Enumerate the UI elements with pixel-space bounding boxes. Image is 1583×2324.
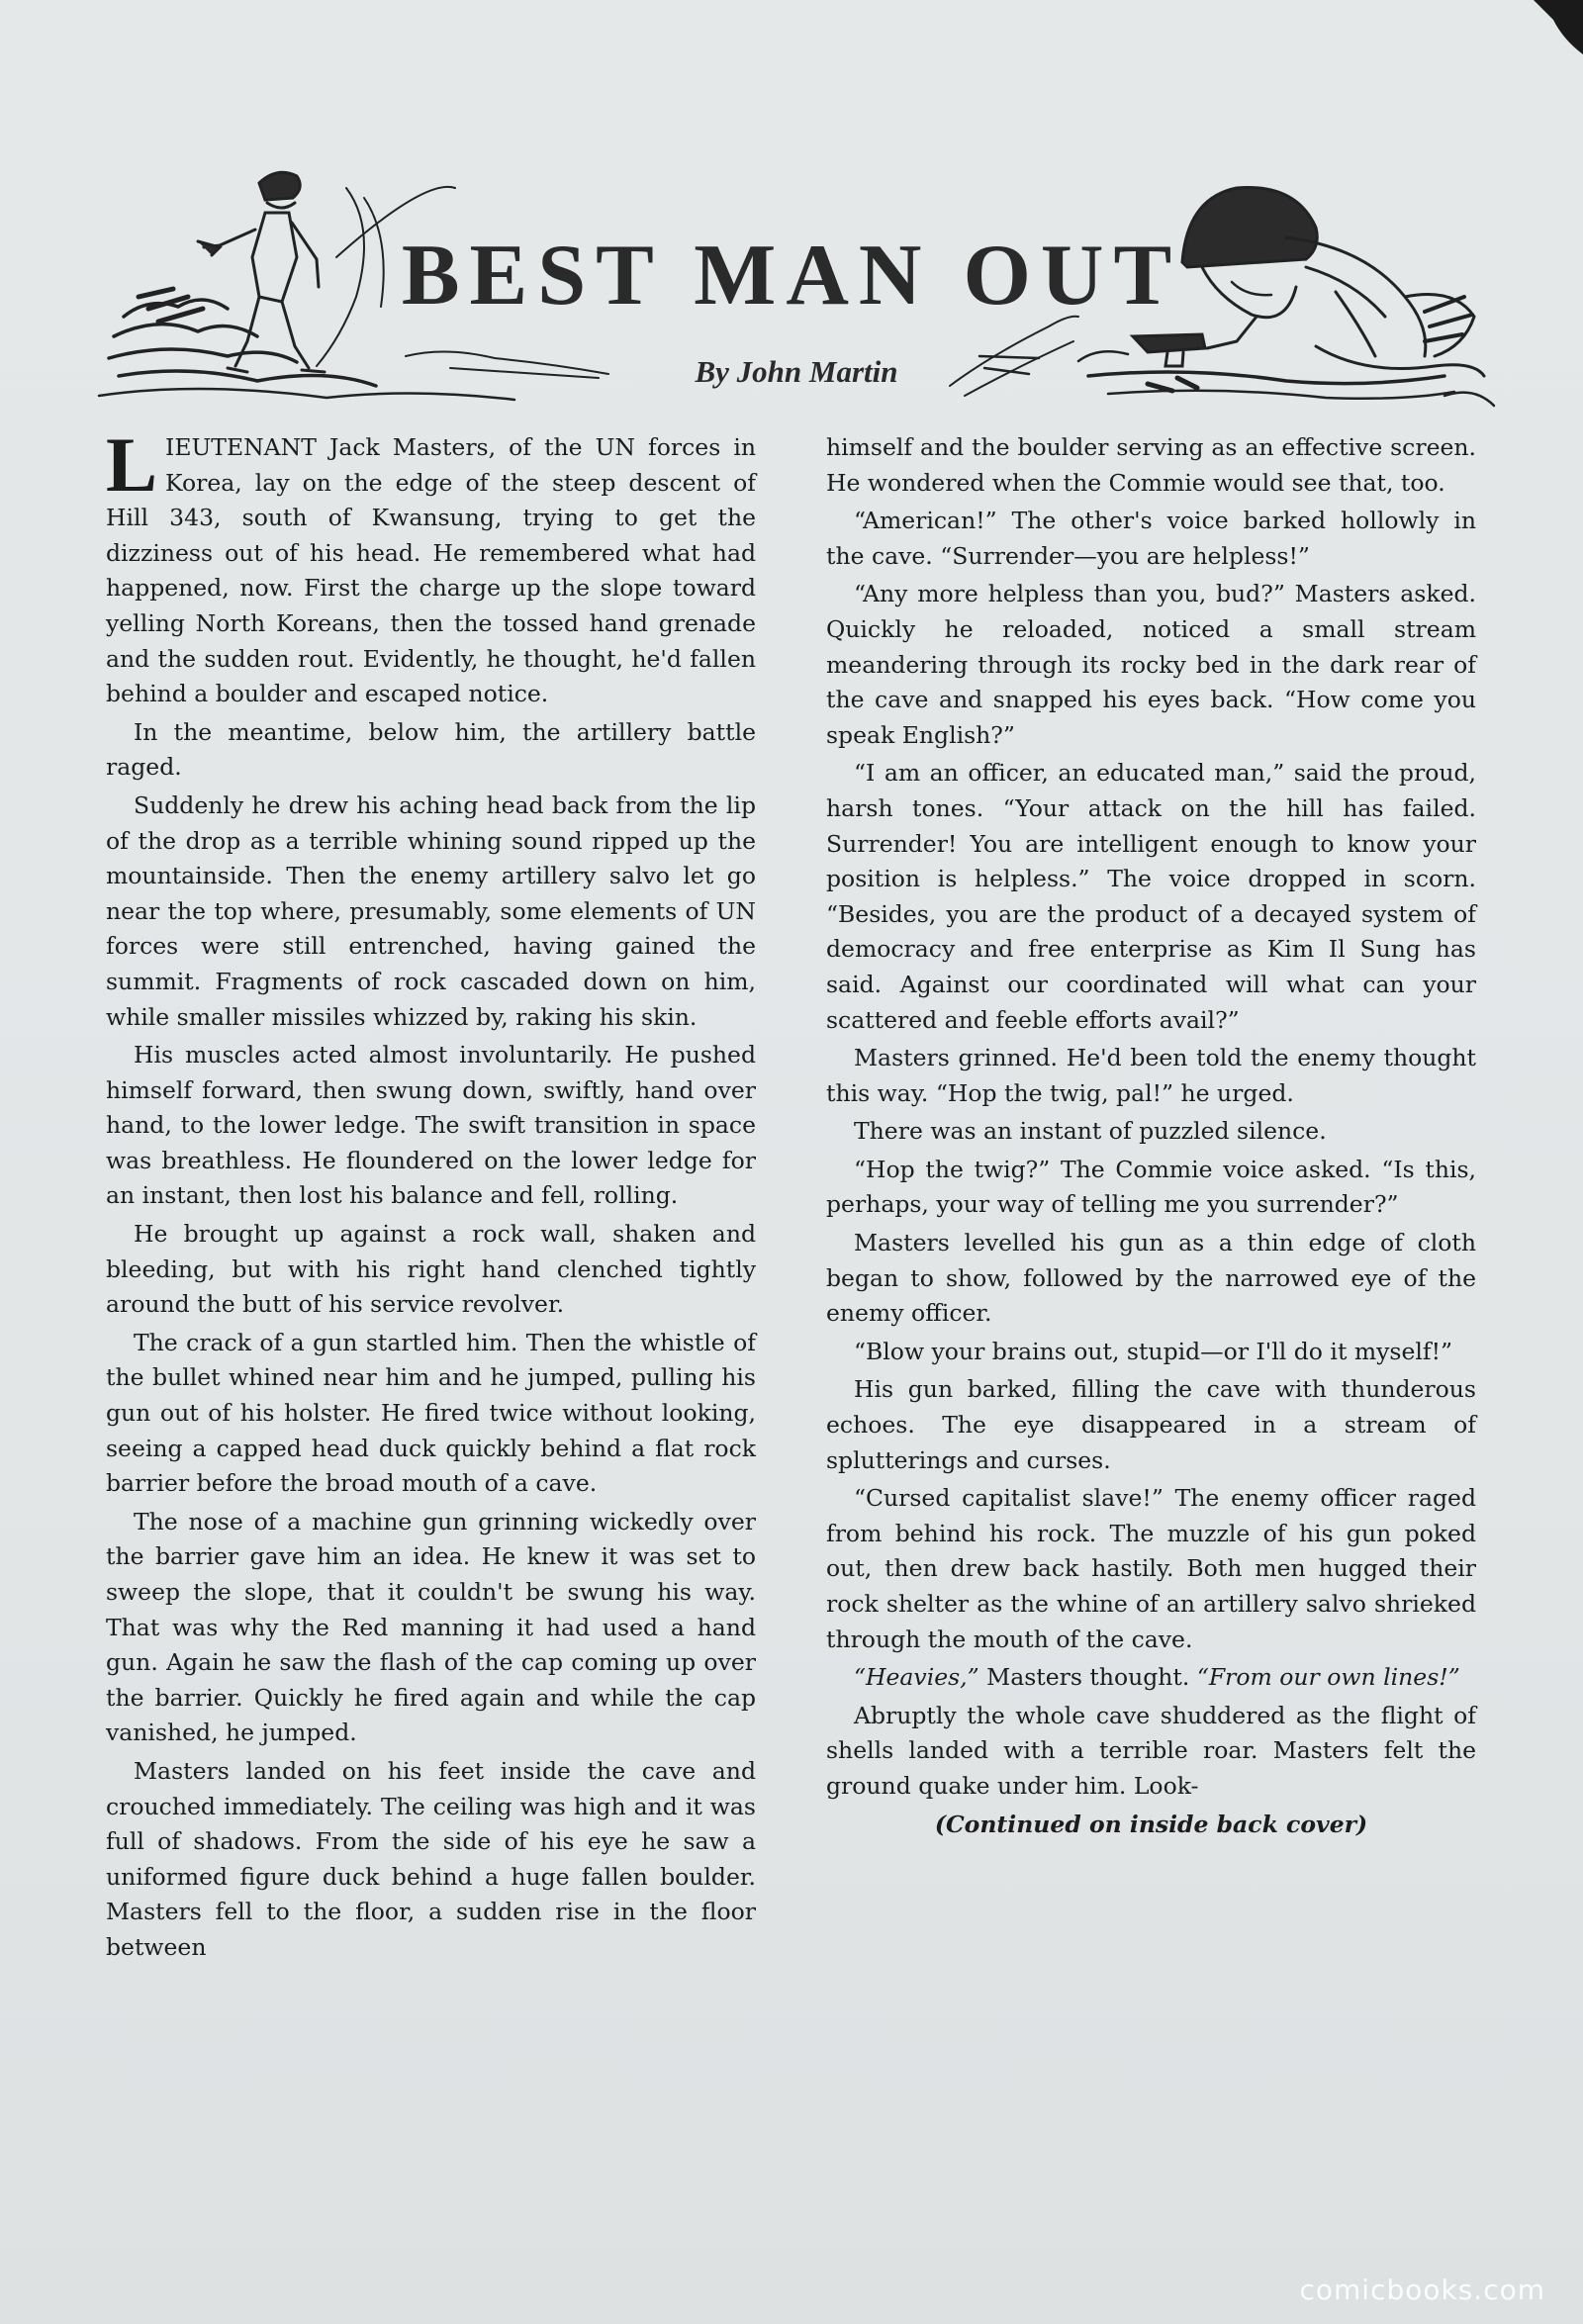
- paragraph: “Any more helpless than you, bud?” Masters asked. Quickly he reloaded, noticed a small stream meandering through its rocky bed in the dark rear of the cave and snapped his eyes back. “How come you speak English?”: [826, 580, 1476, 749]
- left-column: [106, 421, 756, 1969]
- paragraph: His gun barked, filling the cave with thunderous echoes. The eye disappeared in a stream of splutterings and curses.: [826, 1375, 1476, 1474]
- paragraph: There was an instant of puzzled silence.: [854, 1117, 1327, 1146]
- paragraph: He brought up against a rock wall, shaken and bleeding, but with his right hand clenched tightly around the butt of his service revolver.: [106, 1220, 756, 1319]
- italic-quote: “Heavies,”: [854, 1663, 979, 1692]
- story-title: BEST MAN OUT: [401, 228, 1182, 324]
- author-byline: By John Martin: [695, 354, 898, 389]
- paragraph: “Hop the twig?” The Commie voice asked. “Is this, perhaps, your way of telling me you surrender?”: [826, 1155, 1476, 1219]
- italic-quote: “From our own lines!”: [1196, 1663, 1460, 1692]
- continued-notice: (Continued on inside back cover): [934, 1810, 1368, 1838]
- paragraph: “Cursed capitalist slave!” The enemy officer raged from behind his rock. The muzzle of his gun poked out, then drew back hastily. Both men hugged their rock shelter as the whine of an artillery salvo shrieked through the mouth of the cave.: [826, 1484, 1476, 1653]
- paragraph: His muscles acted almost involuntarily. He pushed himself forward, then swung down, swiftly, hand over hand, to the lower ledge. The swift transition in space was breathless. He floundered on the lower ledge for an instant, then lost his balance and fell, rolling.: [106, 1041, 756, 1210]
- opening-paragraph: [106, 421, 756, 712]
- paragraph: The nose of a machine gun grinning wickedly over the barrier gave him an idea. He knew it was set to sweep the slope, that it couldn't be swung his way. That was why the Red manning it had used a hand gun. Again he saw the flash of the cap coming up over the barrier. Quickly he fired again and while the cap vanished, he jumped.: [106, 1507, 756, 1747]
- heavies-paragraph: [826, 1660, 1476, 1696]
- opening-paragraph-text: IEUTENANT Jack Masters, of the UN forces in Korea, lay on the edge of the steep descent of Hill 343, south of Kwansung, trying to get the dizziness out of his head. He remembered what had happened, now. First the charge up the slope toward yelling North Koreans, then the tossed hand grenade and the sudden rout. Evidently, he thought, he'd fallen behind a boulder and escaped notice.: [106, 433, 756, 708]
- paragraph: “Blow your brains out, stupid—or I'll do it myself!”: [854, 1337, 1453, 1365]
- drop-cap: L: [106, 421, 158, 508]
- paragraph: Masters levelled his gun as a thin edge of cloth began to show, followed by the narrowed eye of the enemy officer.: [826, 1229, 1476, 1328]
- paragraph: Masters grinned. He'd been told the enemy thought this way. “Hop the twig, pal!” he urged.: [826, 1044, 1476, 1107]
- right-column: [826, 430, 1476, 1845]
- right-terrain-scribbles: [950, 317, 1494, 406]
- site-watermark: comicbooks.com: [1299, 2274, 1545, 2306]
- soldier-running-illustration: [198, 172, 325, 372]
- quote-attribution: Masters thought.: [978, 1663, 1197, 1692]
- title-banner: [0, 0, 1583, 425]
- paragraph: The crack of a gun startled him. Then the whistle of the bullet whined near him and he jumped, pulling his gun out of his holster. He fired twice without looking, seeing a capped head duck quickly behind a flat rock barrier before the broad mouth of a cave.: [106, 1328, 756, 1498]
- paragraph: himself and the boulder serving as an effective screen. He wondered when the Commie would see that, too.: [826, 433, 1476, 497]
- paragraph: Suddenly he drew his aching head back from the lip of the drop as a terrible whining sound ripped up the mountainside. Then the enemy artillery salvo let go near the top where, presumably, some elements of UN forces were still entrenched, having gained the summit. Fragments of rock cascaded down on him, while smaller missiles whizzed by, raking his skin.: [106, 790, 756, 1031]
- paragraph: “I am an officer, an educated man,” said the proud, harsh tones. “Your attack on the hill has failed. Surrender! You are intelligent enough to know your position is helpless.” The voice dropped in scorn. “Besides, you are the product of a decayed system of democracy and free enterprise as Kim Il Sung has said. Against our coordinated will what can your scattered and feeble efforts avail?”: [826, 759, 1476, 1034]
- paragraph: “American!” The other's voice barked hollowly in the cave. “Surrender—you are helpless!”: [826, 507, 1476, 570]
- paragraph: Masters landed on his feet inside the cave and crouched immediately. The ceiling was high and it was full of shadows. From the side of his eye he saw a uniformed figure duck behind a huge fallen boulder. Masters fell to the floor, a sudden rise in the floor between: [106, 1756, 756, 1961]
- paragraph: In the meantime, below him, the artillery battle raged.: [106, 717, 756, 782]
- soldier-aiming-illustration: [1133, 188, 1484, 377]
- paragraph: Abruptly the whole cave shuddered as the flight of shells landed with a terrible roar. Masters felt the ground quake under him. Look-: [826, 1701, 1476, 1800]
